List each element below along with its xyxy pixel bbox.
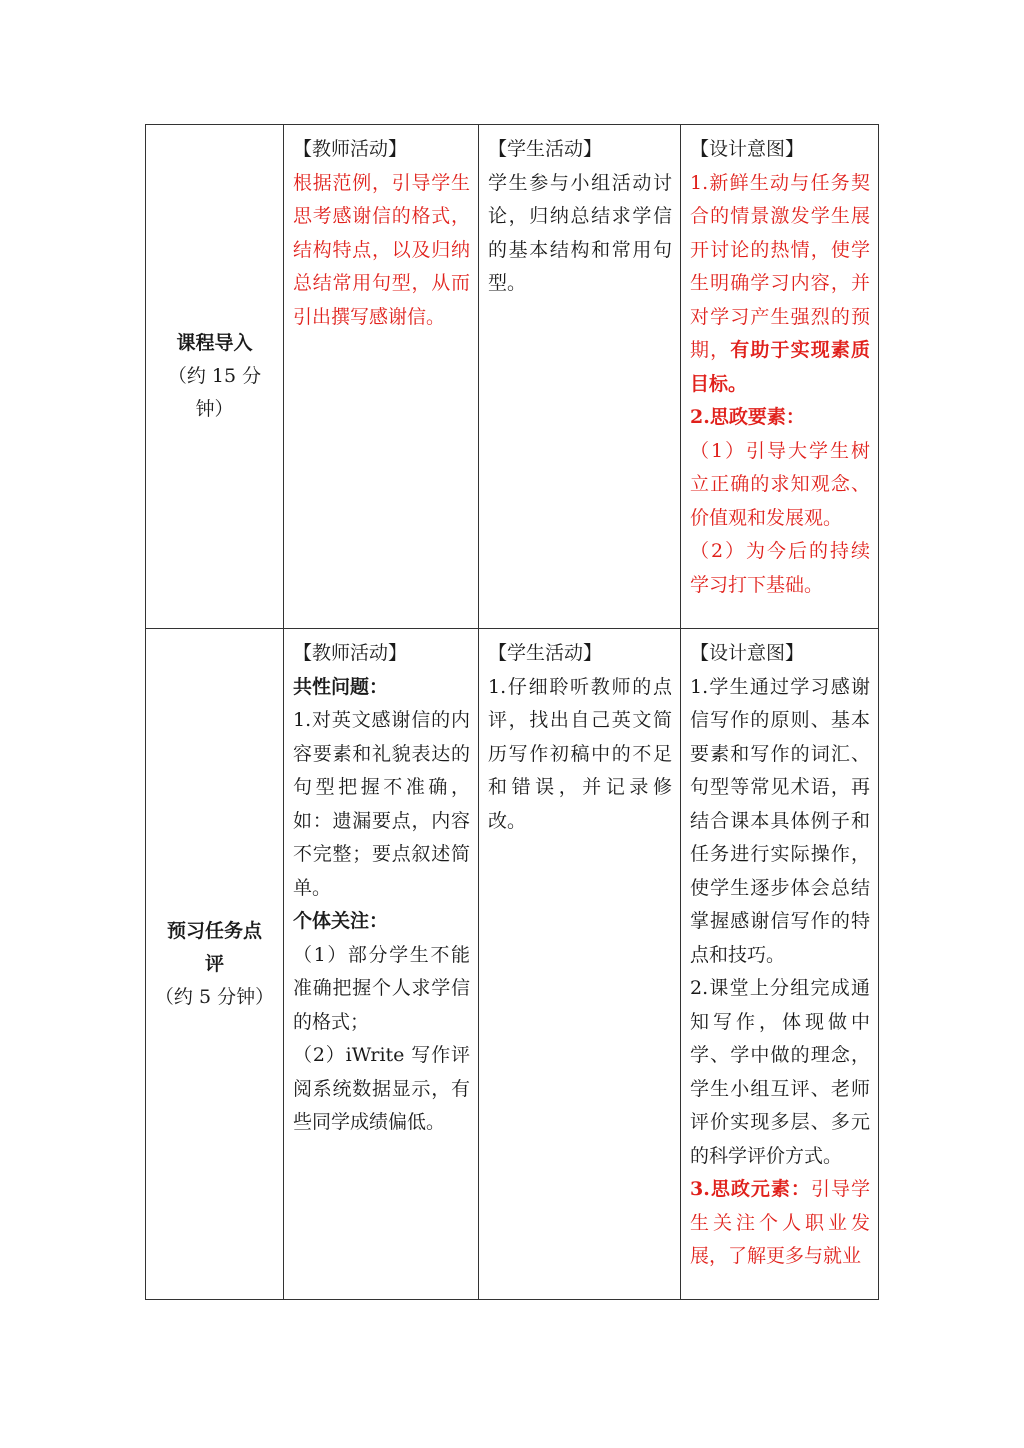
design-intent-header: 【设计意图】 [690,642,805,664]
table-row [146,125,879,629]
student-activity-text: 1.仔细聆听教师的点评，找出自己英文简历写作初稿中的不足和错误，并记录修改。 [488,675,672,832]
student-activity-text: 学生参与小组活动讨论，归纳总结求学信的基本结构和常用句型。 [488,171,672,294]
design-intent-paragraph [690,167,870,402]
design-intent-header: 【设计意图】 [690,138,805,160]
student-activity-header: 【学生活动】 [488,642,603,664]
ideology-title: 3.思政元素： [690,1178,811,1200]
design-intent-cell [681,125,879,629]
lesson-plan-table [145,124,879,1300]
individual-focus-title: 个体关注： [293,910,389,932]
teacher-activity-header: 【教师活动】 [293,138,408,160]
design-intent-point-1: 1.学生通过学习感谢信写作的原则、基本要素和写作的词汇、句型等常见术语，再结合课本具体例子和任务进行实际操作，使学生逐步体会总结掌握感谢信写作的特点和技巧。 [690,675,870,966]
ideology-text: 引导学生关注个人职业发展，了解更多与就业 [690,1178,870,1267]
individual-focus-2: （2）iWrite 写作评阅系统数据显示，有些同学成绩偏低。 [293,1044,470,1133]
student-activity-header: 【学生活动】 [488,138,603,160]
common-issues-text: 1.对英文感谢信的内容要素和礼貌表达的句型把握不准确，如：遗漏要点，内容不完整；要点叙述简单。 [293,709,470,899]
teacher-activity-header: 【教师活动】 [293,642,408,664]
design-intent-emphasis: 有助于实现素质目标。 [690,339,870,395]
student-activity-cell [479,629,681,1300]
ideology-title: 2.思政要素： [690,406,805,428]
teacher-activity-cell [284,629,479,1300]
teacher-activity-cell [284,125,479,629]
student-activity-cell [479,125,681,629]
design-intent-text: 1.新鲜生动与任务契合的情景激发学生展开讨论的热情，使学生明确学习内容，并对学习产生强烈的预期， [690,171,870,361]
stage-cell [146,125,284,629]
stage-cell [146,629,284,1300]
design-intent-cell [681,629,879,1300]
stage-time: （约 5 分钟） [154,985,275,1008]
table-row [146,629,879,1300]
ideology-point-1: （1）引导大学生树立正确的求知观念、价值观和发展观。 [690,439,870,529]
stage-name: 预习任务点评 [166,919,262,975]
design-intent-paragraph [690,1173,870,1274]
teacher-activity-text: 根据范例，引导学生思考感谢信的格式，结构特点，以及归纳总结常用句型，从而引出撰写感谢信。 [293,171,470,328]
stage-time: （约 15 分钟） [167,365,262,420]
individual-focus-1: （1）部分学生不能准确把握个人求学信的格式； [293,943,470,1033]
design-intent-point-2: 2.课堂上分组完成通知写作，体现做中学、学中做的理念，学生小组互评、老师评价实现多层、多元的科学评价方式。 [690,977,870,1167]
common-issues-title: 共性问题： [293,675,389,698]
ideology-point-2: （2）为今后的持续学习打下基础。 [690,540,870,596]
stage-name: 课程导入 [176,332,253,354]
